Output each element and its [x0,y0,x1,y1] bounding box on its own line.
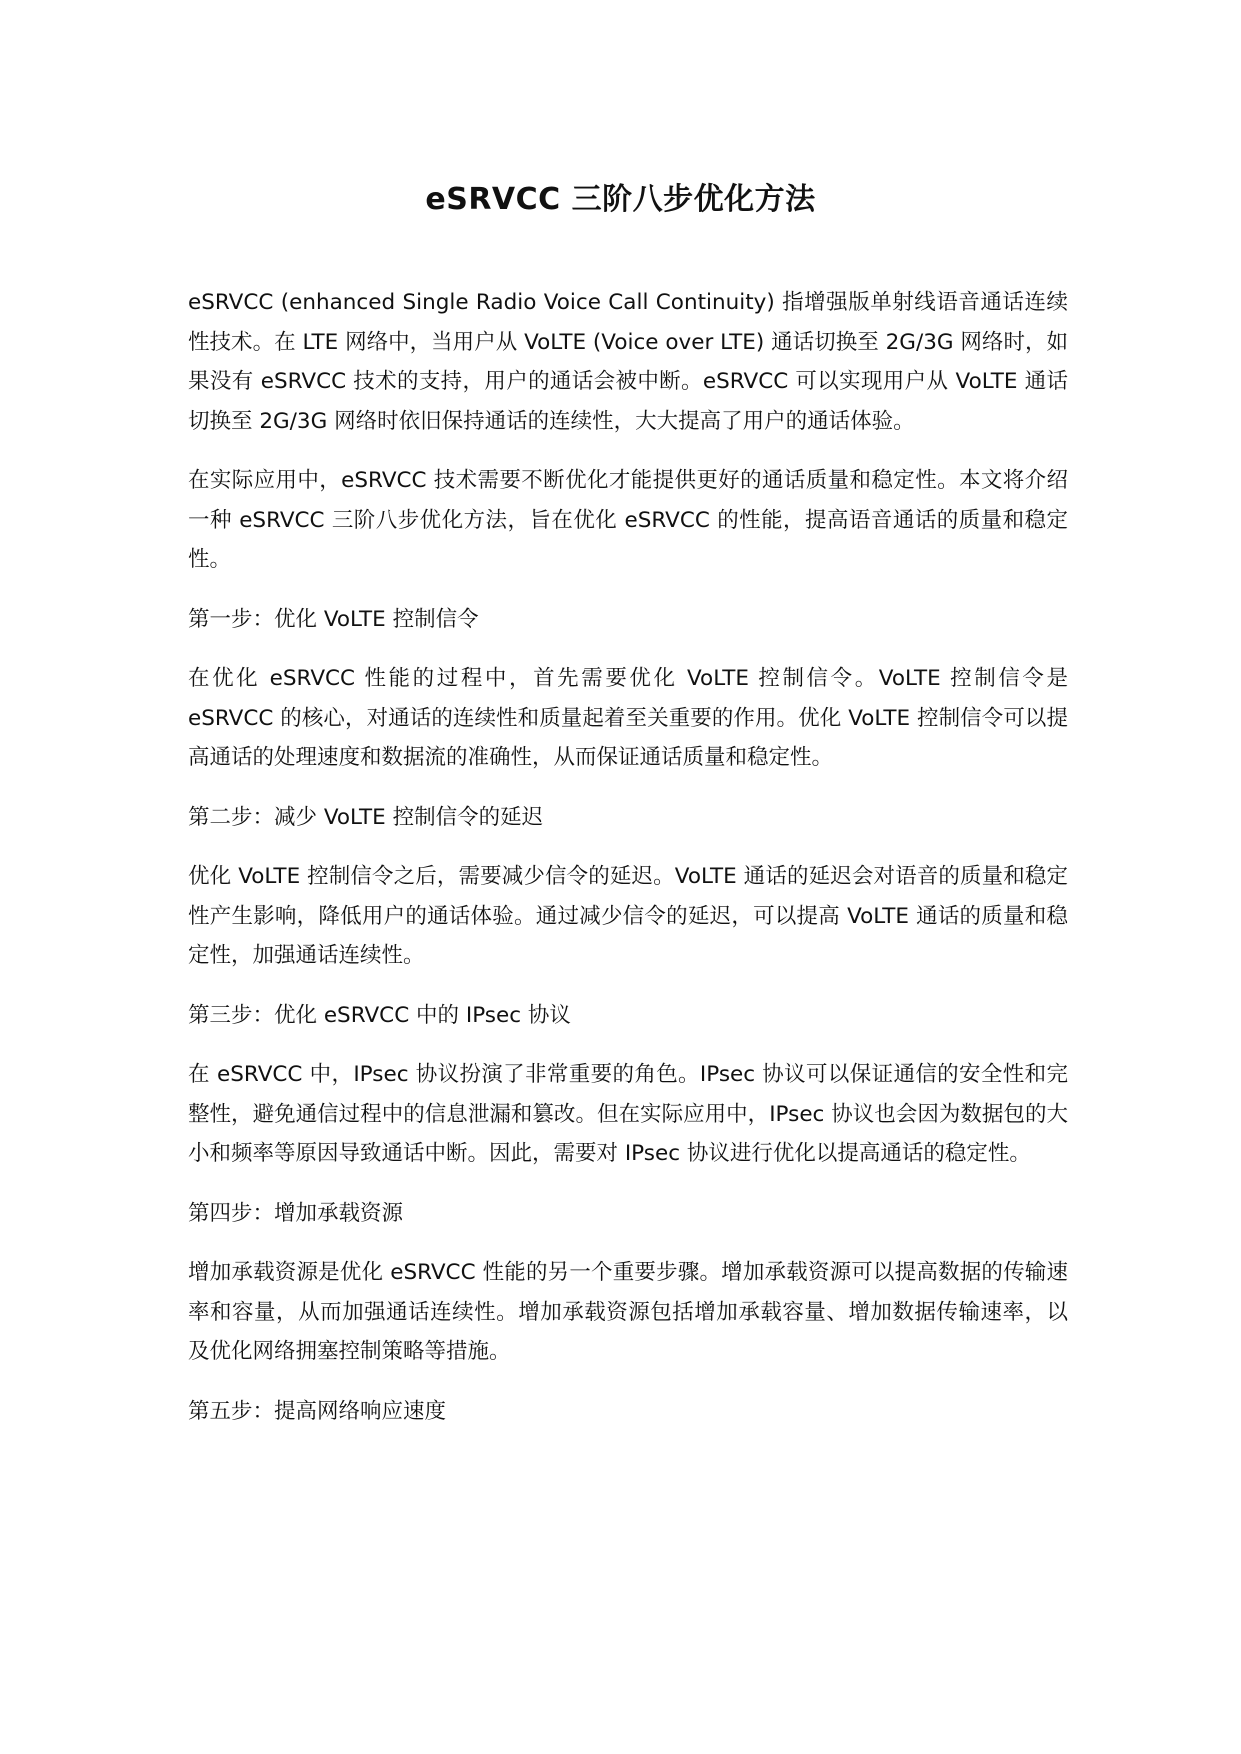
step-3-heading: 第三步：优化 eSRVCC 中的 IPsec 协议 [188,1002,571,1028]
overview-paragraph: 在实际应用中，eSRVCC 技术需要不断优化才能提供更好的通话质量和稳定性。本文将介绍一种 eSRVCC 三阶八步优化方法，旨在优化 eSRVCC 的性能，提高语音通话的质量和稳定性。 [188,468,1068,572]
document-title: eSRVCC 三阶八步优化方法 [425,182,816,217]
step-3-paragraph: 在 eSRVCC 中，IPsec 协议扮演了非常重要的角色。IPsec 协议可以保证通信的安全性和完整性，避免通信过程中的信息泄漏和篡改。但在实际应用中，IPsec 协议也会因为数据包的大小和频率等原因导致通话中断。因此，需要对 IPsec 协议进行优化以提高通话的稳定性。 [188,1062,1068,1166]
step-2-paragraph: 优化 VoLTE 控制信令之后，需要减少信令的延迟。VoLTE 通话的延迟会对语音的质量和稳定性产生影响，降低用户的通话体验。通过减少信令的延迟，可以提高 VoLTE 通话的质量和稳定性，加强通话连续性。 [188,864,1068,968]
step-2-heading: 第二步：减少 VoLTE 控制信令的延迟 [188,804,544,830]
document-body [188,283,1068,1451]
step-4-paragraph: 增加承载资源是优化 eSRVCC 性能的另一个重要步骤。增加承载资源可以提高数据的传输速率和容量，从而加强通话连续性。增加承载资源包括增加承载容量、增加数据传输速率，以及优化网络拥塞控制策略等措施。 [188,1260,1068,1364]
intro-paragraph: eSRVCC (enhanced Single Radio Voice Call Continuity) 指增强版单射线语音通话连续性技术。在 LTE 网络中，当用户从 VoLTE (Voice over LTE) 通话切换至 2G/3G 网络时，如果没有 eSRVCC 技术的支持，用户的通话会被中断。eSRVCC 可以实现用户从 VoLTE 通话切换至 2G/3G 网络时依旧保持通话的连续性，大大提高了用户的通话体验。 [188,290,1068,434]
step-1-heading: 第一步：优化 VoLTE 控制信令 [188,606,479,632]
step-1-paragraph: 在优化 eSRVCC 性能的过程中，首先需要优化 VoLTE 控制信令。VoLTE 控制信令是 eSRVCC 的核心，对通话的连续性和质量起着至关重要的作用。优化 VoLTE 控制信令可以提高通话的处理速度和数据流的准确性，从而保证通话质量和稳定性。 [188,666,1068,770]
step-5-heading: 第五步：提高网络响应速度 [188,1398,447,1424]
step-4-heading: 第四步：增加承载资源 [188,1200,404,1226]
